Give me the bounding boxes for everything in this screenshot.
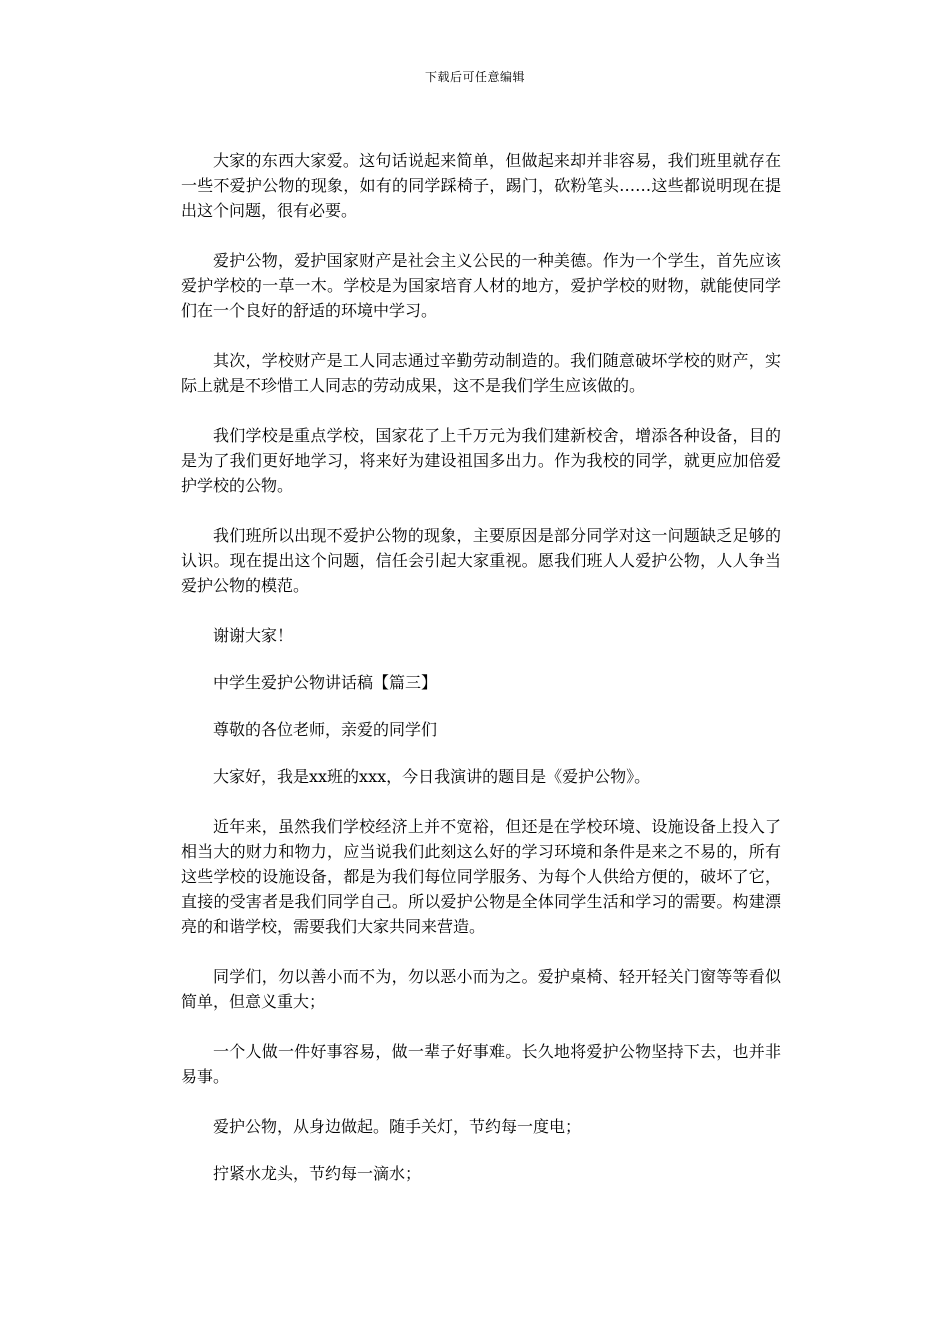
paragraph-8: 一个人做一件好事容易，做一辈子好事难。长久地将爱护公物坚持下去，也并非易事。: [181, 1042, 781, 1086]
paragraph-9: 爱护公物，从身边做起。随手关灯，节约每一度电；: [213, 1117, 582, 1136]
paragraph-1: 大家的东西大家爱。这句话说起来简单，但做起来却并非容易，我们班里就存在一些不爱护公物的现象，如有的同学踩椅子，踢门，砍粉笔头……这些都说明现在提出这个问题，很有必要。: [181, 151, 781, 220]
speech-intro: 大家好，我是xx班的xxx，今日我演讲的题目是《爱护公物》。: [213, 767, 651, 786]
paragraph-3: 其次，学校财产是工人同志通过辛勤劳动制造的。我们随意破坏学校的财产，实际上就是不珍惜工人同志的劳动成果，这不是我们学生应该做的。: [181, 351, 781, 395]
document-body: [181, 148, 781, 1208]
page-header: 下载后可任意编辑: [424, 70, 525, 84]
salutation: 尊敬的各位老师，亲爱的同学们: [213, 720, 438, 739]
paragraph-4: 我们学校是重点学校，国家花了上千万元为我们建新校舍，增添各种设备，目的是为了我们更好地学习，将来好为建设祖国多出力。作为我校的同学，就更应加倍爱护学校的公物。: [181, 426, 781, 495]
paragraph-2: 爱护公物，爱护国家财产是社会主义公民的一种美德。作为一个学生，首先应该爱护学校的一草一木。学校是为国家培育人材的地方，爱护学校的财物，就能使同学们在一个良好的舒适的环境中学习。: [181, 251, 781, 320]
paragraph-7: 同学们，勿以善小而不为，勿以恶小而为之。爱护桌椅、轻开轻关门窗等等看似简单，但意义重大；: [181, 967, 781, 1011]
closing-thanks: 谢谢大家！: [213, 626, 294, 645]
paragraph-6: 近年来，虽然我们学校经济上并不宽裕，但还是在学校环境、设施设备上投入了相当大的财力和物力，应当说我们此刻这么好的学习环境和条件是来之不易的，所有这些学校的设施设备，都是为我们每位同学服务、为每个人供给方便的，破坏了它，直接的受害者是我们同学自己。所以爱护公物是全体同学生活和学习的需要。构建漂亮的和谐学校，需要我们大家共同来营造。: [181, 817, 781, 936]
paragraph-10: 拧紧水龙头，节约每一滴水；: [213, 1164, 422, 1183]
section-title: 中学生爱护公物讲话稿【篇三】: [213, 673, 438, 692]
paragraph-5: 我们班所以出现不爱护公物的现象，主要原因是部分同学对这一问题缺乏足够的认识。现在提出这个问题，信任会引起大家重视。愿我们班人人爱护公物，人人争当爱护公物的模范。: [181, 526, 781, 595]
